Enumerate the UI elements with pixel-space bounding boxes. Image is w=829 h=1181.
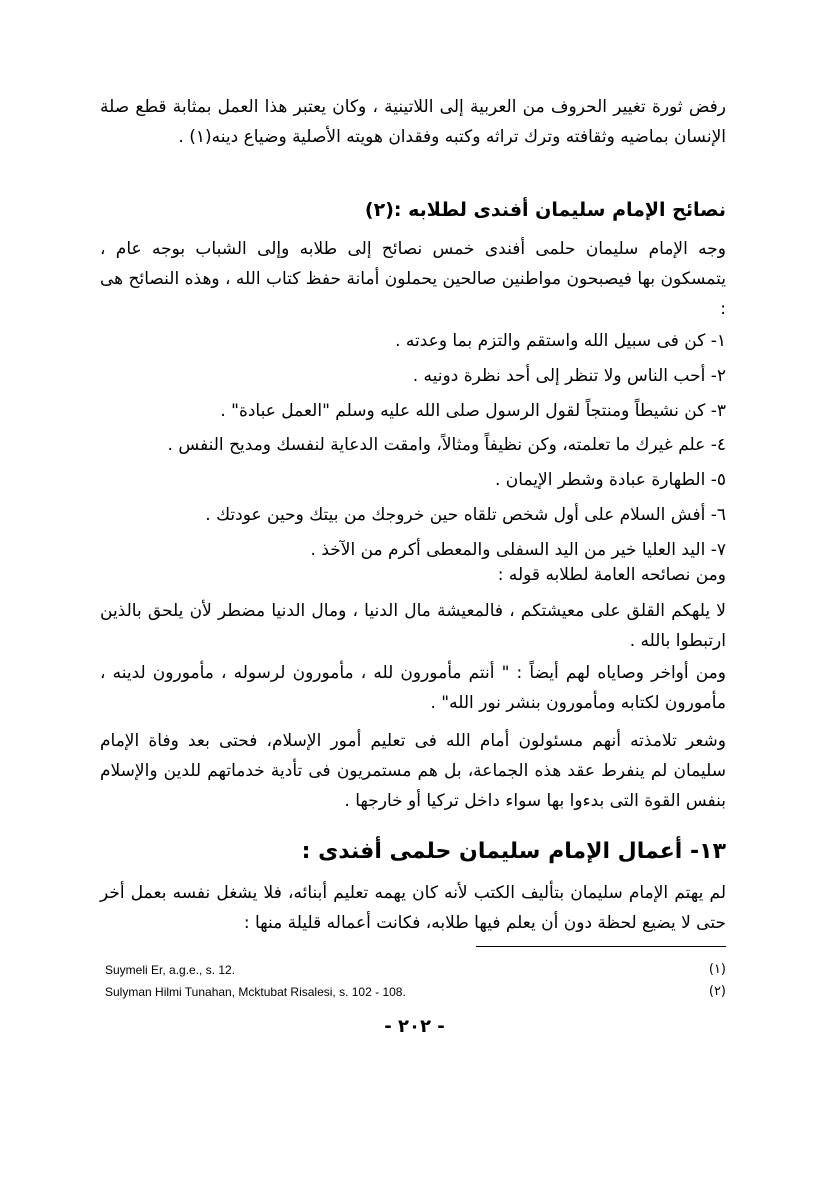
- advice-item-1: ١- كن فى سبيل الله واستقم والتزم بما وعدته .: [395, 331, 726, 351]
- section-heading-works: ١٣- أعمال الإمام سليمان حلمى أفندى :: [301, 839, 726, 864]
- paragraph-general-advice: ومن نصائحه العامة لطلابه قوله :: [497, 565, 726, 585]
- paragraph-students: وشعر تلامذته أنهم مسئولون أمام الله فى تعليم أمور الإسلام، فحتى بعد وفاة الإمام سليمان لم ينفرط عقد هذه الجماعة، بل هم مستمريون فى تأدية خدماتهم للدين والإسلام بنفس القوة التى بدءوا بها سواء داخل تركيا أو خارجها .: [100, 731, 726, 811]
- page-number: - ٢٠٢ -: [384, 1016, 445, 1037]
- footnote-divider: [476, 946, 726, 947]
- advice-item-7: ٧- اليد العليا خير من اليد السفلى والمعطى أكرم من الآخذ .: [310, 540, 726, 560]
- advice-item-4: ٤- علم غيرك ما تعلمته، وكن نظيفاً ومثالاً، وامقت الدعاية لنفسك ومديح النفس .: [167, 435, 726, 455]
- advice-item-2: ٢- أحب الناس ولا تنظر إلى أحد نظرة دونيه .: [412, 366, 726, 386]
- footnote-1-number: (١): [708, 962, 726, 977]
- footnote-2-number: (٢): [708, 984, 726, 999]
- paragraph-intro: رفض ثورة تغيير الحروف من العربية إلى اللاتينية ، وكان يعتبر هذا العمل بمثابة قطع صلة الإنسان بماضيه وثقافته وترك تراثه وكتبه وفقدان هويته الأصلية وضياع دينه(١) .: [100, 97, 726, 147]
- footnote-2-text: Sulyman Hilmi Tunahan, Mcktubat Risalesi, s. 102 - 108.: [105, 985, 406, 999]
- paragraph-works: لم يهتم الإمام سليمان بتأليف الكتب لأنه كان يهمه تعليم أبنائه، فلا يشغل نفسه بعمل أخر حتى لا يضيع لحظة دون أن يعلم فيها طلابه، فكانت أعماله قليلة منها :: [100, 883, 726, 933]
- advice-item-6: ٦- أفش السلام على أول شخص تلقاه حين خروجك من بيتك وحين عودتك .: [205, 505, 726, 525]
- advice-item-3: ٣- كن نشيطاً ومنتجاً لقول الرسول صلى الله عليه وسلم "العمل عبادة" .: [220, 401, 726, 421]
- section-heading-advice: نصائح الإمام سليمان أفندى لطلابه :(٢): [364, 199, 726, 221]
- paragraph-last-wills: ومن أواخر وصاياه لهم أيضاً : " أنتم مأمورون لله ، مأمورون لرسوله ، مأمورون لدينه ، مأمورون لكتابه ومأمورون بنشر نور الله" .: [100, 663, 726, 713]
- advice-item-5: ٥- الطهارة عبادة وشطر الإيمان .: [494, 470, 726, 490]
- paragraph-advice-intro: وجه الإمام سليمان حلمى أفندى خمس نصائح إلى طلابه وإلى الشباب بوجه عام ، يتمسكون بها فيصبحون مواطنين صالحين يحملون أمانة حفظ كتاب الله ، وهذه النصائح هى :: [100, 239, 726, 319]
- footnote-1-text: Suymeli Er, a.g.e., s. 12.: [105, 963, 236, 977]
- paragraph-livelihood: لا يلهكم القلق على معيشتكم ، فالمعيشة مال الدنيا ، ومال الدنيا مضطر لأن يلحق بالذين ارتبطوا بالله .: [100, 601, 726, 651]
